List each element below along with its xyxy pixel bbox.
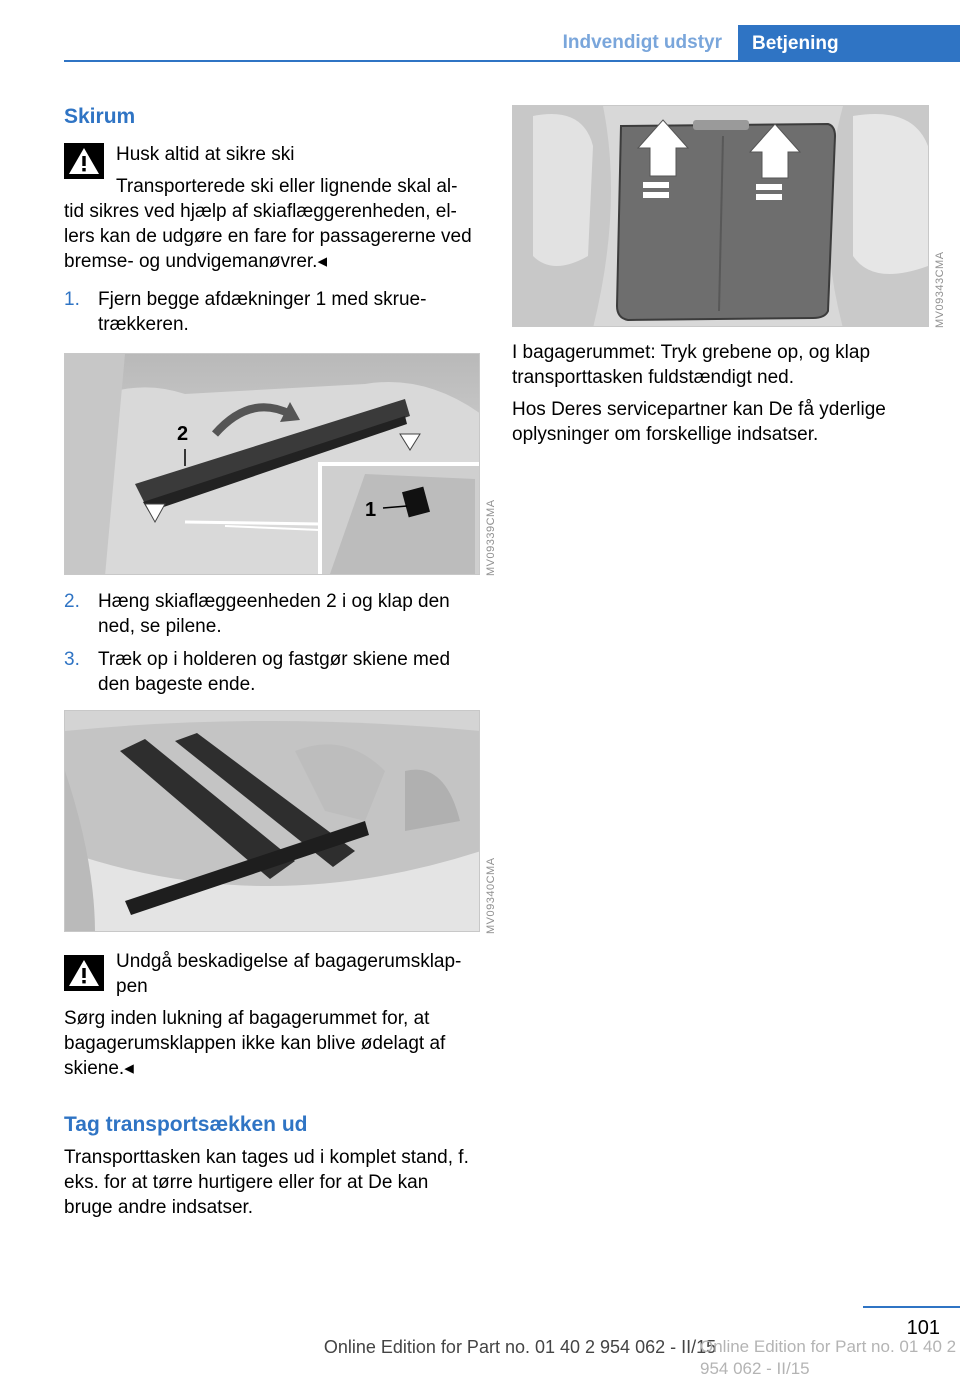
heading-tag-transportsaekken: Tag transportsækken ud — [64, 1113, 308, 1136]
step-number: 3. — [64, 649, 80, 670]
warning-icon — [64, 955, 104, 991]
step-text: Fjern begge afdækninger 1 med skrue‐ trækkeren. — [98, 289, 427, 335]
warning-icon — [64, 143, 104, 179]
paragraph: Hos Deres servicepartner kan De få yderlige oplysninger om forskellige indsatser. — [512, 399, 886, 445]
header-chapter-tab: Betjening — [738, 25, 960, 62]
header-section-tab: Indvendigt udstyr — [562, 32, 722, 53]
step-number: 1. — [64, 289, 80, 310]
figure-ski-holder — [64, 353, 480, 575]
step-text: Træk op i holderen og fastgør skiene med den bageste ende. — [98, 649, 451, 695]
footer-watermark: Online Edition for Part no. 01 40 2 954 062 - II/15 — [700, 1337, 957, 1378]
page-number: 101 — [906, 1317, 940, 1339]
warning-text-line1: Transporterede ski eller lignende skal al‐ — [116, 176, 458, 197]
figure-code: MV09340CMA — [485, 857, 497, 934]
warning-title: Husk altid at sikre ski — [116, 144, 295, 165]
callout-2: 2 — [177, 423, 189, 445]
heading-skirum: Skirum — [64, 105, 136, 128]
figure-code: MV09343CMA — [934, 251, 946, 328]
step-text: Hæng skiaflæggeenheden 2 i og klap den ned, se pilene. — [98, 591, 450, 637]
callout-1: 1 — [365, 499, 377, 521]
paragraph: I bagagerummet: Tryk grebene op, og klap transporttasken fuldstændigt ned. — [512, 342, 871, 388]
footer-edition: Online Edition for Part no. 01 40 2 954 062 - II/15 — [323, 1337, 717, 1357]
warning-title: Undgå beskadigelse af bagagerumsklap‐ pen — [116, 951, 462, 997]
figure-ski-mounted — [64, 710, 480, 932]
footer-rule — [863, 1306, 960, 1308]
warning-text: tid sikres ved hjælp af skiaflæggerenheden, el‐ lers kan de udgøre en fare for passagererne ved bremse- og undvigemanøvrer.◂ — [64, 201, 472, 272]
warning-text: Sørg inden lukning af bagagerummet for, at bagagerumsklappen ikke kan blive ødelagt af skiene.◂ — [64, 1008, 446, 1079]
paragraph: Transporttasken kan tages ud i komplet stand, f. eks. for at tørre hurtigere eller for at De kan bruge andre indsatser. — [64, 1147, 469, 1218]
step-number: 2. — [64, 591, 80, 612]
figure-transport-bag — [512, 105, 929, 327]
header-rule — [64, 60, 960, 62]
figure-code: MV09339CMA — [485, 499, 497, 576]
